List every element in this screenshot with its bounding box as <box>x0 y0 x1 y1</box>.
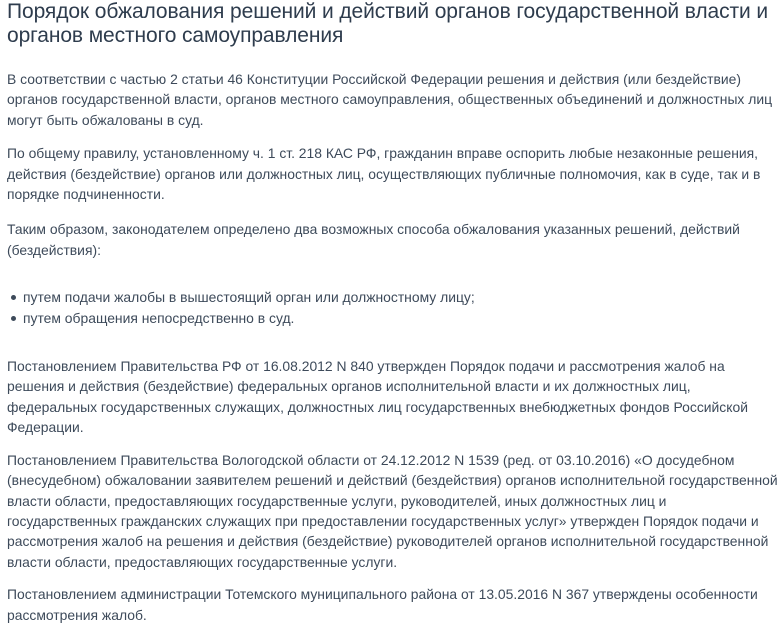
paragraph-federal-decree: Постановлением Правительства РФ от 16.08.2012 N 840 утвержден Порядок подачи и рассмотрения жалоб на решения и действия (бездействие) федеральных органов исполнительной власти и их должностных лиц, федеральных государственных служащих, должностных лиц государственных внебюджетных фондов Российской Федерации. <box>7 358 748 436</box>
article <box>7 0 779 625</box>
paragraph-constitution: В соответствии с частью 2 статьи 46 Конституции Российской Федерации решения и действия (или бездействие) органов государственной власти, органов местного самоуправления, общественных объединений и должностных лиц могут быть обжалованы в суд. <box>7 71 773 128</box>
paragraph-general-rule: По общему правилу, установленному ч. 1 ст. 218 КАС РФ, гражданин вправе оспорить любые незаконные решения, действия (бездействие) органов или должностных лиц, осуществляющих публичные полномочия, как в суде, так и в порядке подчиненности. <box>7 145 761 203</box>
paragraph-appeal-methods: Таким образом, законодателем определено два возможных способа обжалования указанных решений, действий (бездействия): <box>7 221 740 258</box>
list-item <box>7 287 779 307</box>
list-item-text: путем подачи жалобы в вышестоящий орган или должностному лицу; <box>23 289 475 306</box>
appeal-methods-list <box>7 287 779 328</box>
page-title: Порядок обжалования решений и действий органов государственной власти и органов местного самоуправления <box>7 0 768 47</box>
bullet-icon <box>11 316 16 321</box>
list-item-text: путем обращения непосредственно в суд. <box>23 309 295 326</box>
bullet-icon <box>11 295 16 300</box>
paragraph-municipal-decree: Постановлением администрации Тотемского муниципального района от 13.05.2016 N 367 утверждены особенности рассмотрения жалоб. <box>7 586 758 623</box>
paragraph-regional-decree: Постановлением Правительства Вологодской области от 24.12.2012 N 1539 (ред. от 03.10.2016) «О досудебном (внесудебном) обжаловании заявителем решений и действий (бездействия) органов исполнительной государственной власти области, предоставляющих государственные услуги, руководителей, иных должностных лиц и государственных гражданских служащих при предоставлении государственных услуг» утвержден Порядок подачи и рассмотрения жалоб на решения и действия (бездействие) руководителей органов исполнительной государственной власти области, предоставляющих государственные услуги. <box>7 451 778 570</box>
list-item <box>7 308 779 328</box>
